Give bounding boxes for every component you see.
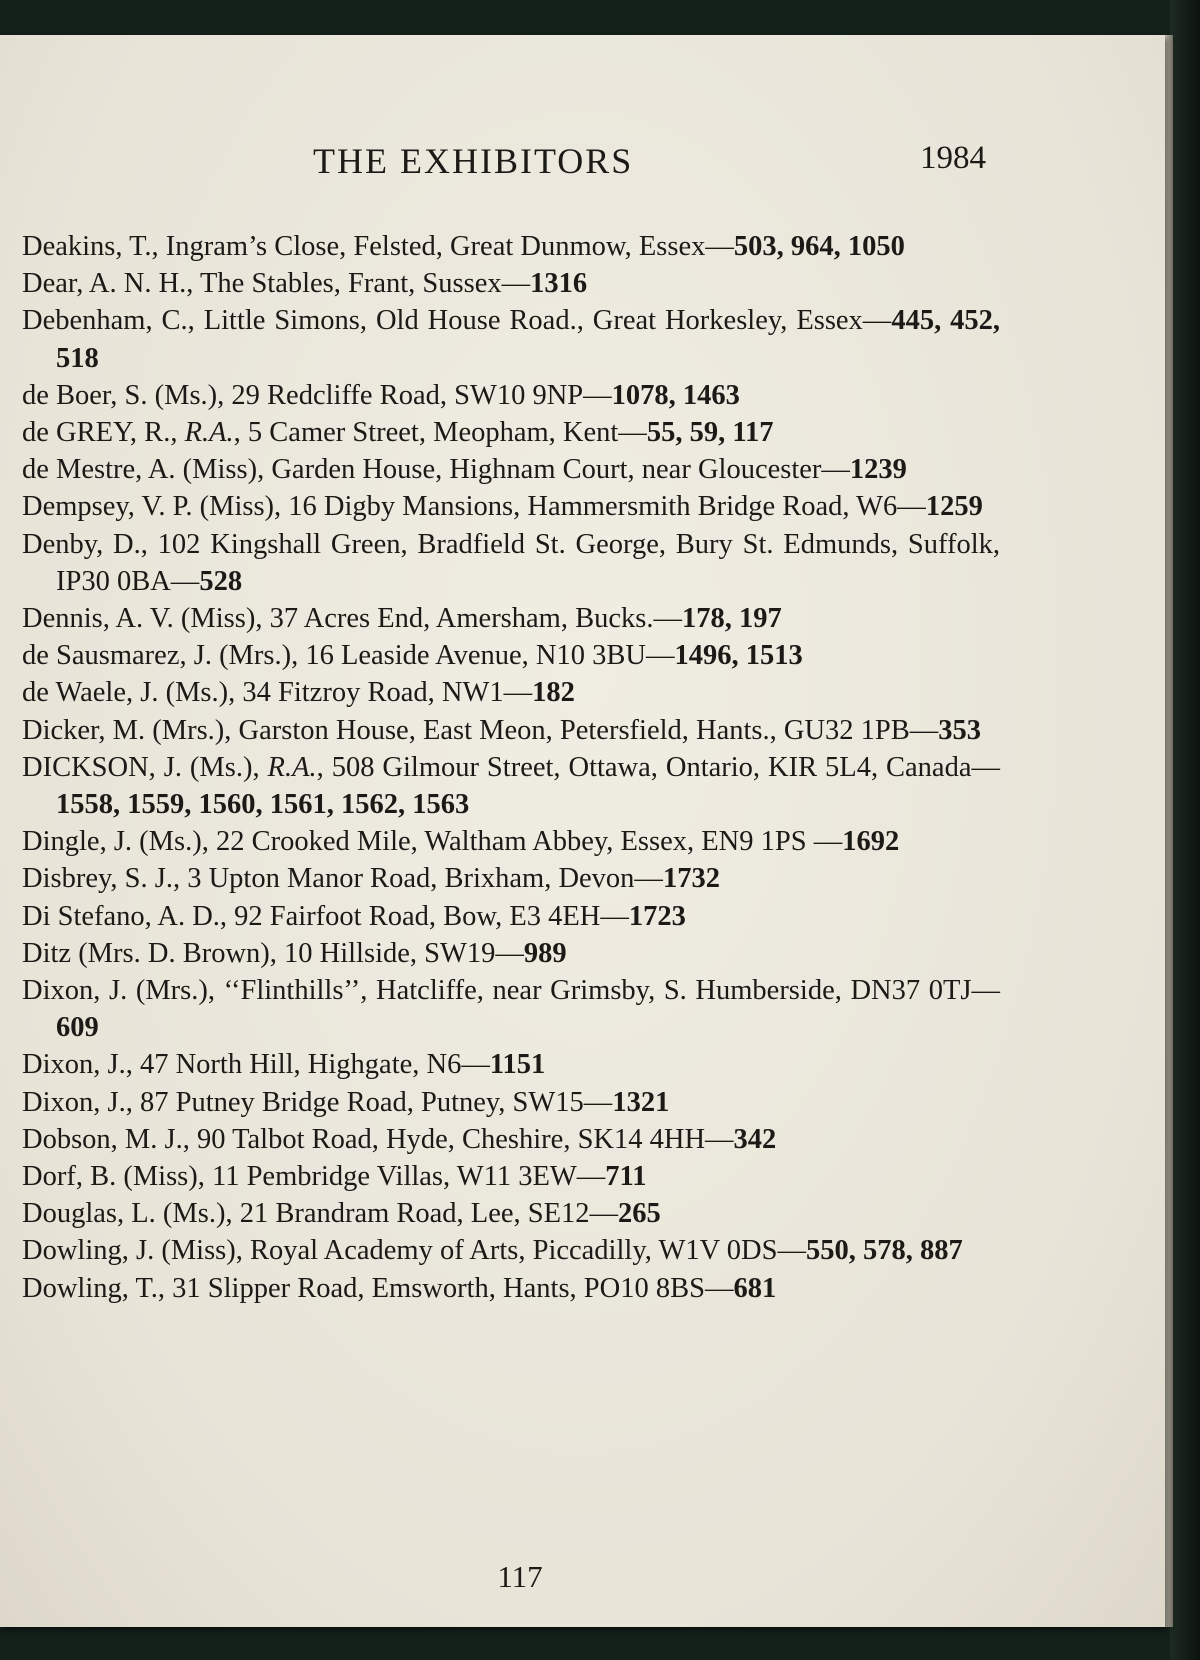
running-title: THE EXHIBITORS bbox=[313, 141, 634, 181]
exhibitor-entry bbox=[22, 377, 1000, 414]
exhibitor-entry bbox=[22, 935, 1000, 972]
exhibitor-entry bbox=[22, 451, 1000, 488]
catalogue-numbers: 182 bbox=[532, 677, 575, 709]
catalogue-numbers: 1723 bbox=[628, 900, 686, 932]
exhibitor-entry bbox=[22, 1158, 1000, 1195]
exhibitor-entry bbox=[22, 712, 1000, 749]
catalogue-numbers: 1316 bbox=[530, 268, 588, 300]
catalogue-numbers: 1558, 1559, 1560, 1561, 1562, 1563 bbox=[56, 789, 470, 821]
catalogue-numbers: 550, 578, 887 bbox=[805, 1235, 963, 1267]
exhibitor-name-address: de Waele, J. (Ms.), 34 Fitzroy Road, NW1— bbox=[22, 677, 533, 709]
exhibitor-entry bbox=[22, 749, 1000, 823]
exhibitor-name-address: de Boer, S. (Ms.), 29 Redcliffe Road, SW10 9NP— bbox=[22, 379, 612, 411]
exhibitor-name-address: Dingle, J. (Ms.), 22 Crooked Mile, Waltham Abbey, Essex, EN9 1PS — bbox=[22, 826, 843, 858]
exhibitor-name-address: Dear, A. N. H., The Stables, Frant, Sussex— bbox=[22, 268, 531, 300]
exhibitor-list bbox=[22, 228, 1000, 1307]
exhibitor-address: , 508 Gilmour Street, Ottawa, Ontario, KIR 5L4, Canada— bbox=[316, 751, 1000, 783]
catalogue-numbers: 178, 197 bbox=[681, 603, 782, 635]
exhibitor-name-address: de Sausmarez, J. (Mrs.), 16 Leaside Avenue, N10 3BU— bbox=[22, 640, 675, 672]
exhibitor-entry bbox=[22, 637, 1000, 674]
exhibitor-entry bbox=[22, 228, 1000, 265]
academic-honour: R.A. bbox=[184, 417, 234, 449]
exhibitor-entry bbox=[22, 674, 1000, 711]
catalogue-numbers: 503, 964, 1050 bbox=[733, 231, 905, 262]
catalogue-numbers: 681 bbox=[733, 1272, 777, 1304]
exhibitor-entry bbox=[22, 600, 1000, 637]
exhibitor-name-address: de Mestre, A. (Miss), Garden House, Highnam Court, near Gloucester— bbox=[22, 454, 850, 486]
catalogue-numbers: 1496, 1513 bbox=[674, 640, 803, 672]
catalogue-numbers: 1151 bbox=[489, 1049, 546, 1081]
catalogue-numbers: 609 bbox=[56, 1012, 99, 1044]
book-page bbox=[0, 35, 1165, 1627]
catalogue-numbers: 353 bbox=[938, 714, 982, 746]
exhibitor-entry bbox=[22, 526, 1000, 600]
exhibitor-name-address: Denby, D., 102 Kingshall Green, Bradfield St. George, Bury St. Edmunds, Suffolk, IP30 0BA— bbox=[22, 528, 1000, 597]
exhibitor-name-address: Douglas, L. (Ms.), 21 Brandram Road, Lee, SE12— bbox=[22, 1198, 619, 1230]
exhibitor-name-address: Dixon, J., 47 North Hill, Highgate, N6— bbox=[22, 1049, 490, 1081]
catalogue-numbers: 528 bbox=[199, 565, 243, 597]
exhibitor-address: , 5 Camer Street, Meopham, Kent— bbox=[233, 417, 647, 449]
running-year: 1984 bbox=[920, 140, 986, 176]
exhibitor-name-address: de GREY, R., bbox=[22, 417, 185, 449]
exhibitor-entry bbox=[22, 1084, 1000, 1121]
exhibitor-entry bbox=[22, 1121, 1000, 1158]
catalogue-numbers: 1732 bbox=[662, 863, 720, 895]
exhibitor-name-address: Dixon, J., 87 Putney Bridge Road, Putney, SW15— bbox=[22, 1086, 613, 1118]
catalogue-numbers: 1239 bbox=[849, 454, 907, 486]
exhibitor-entry bbox=[22, 302, 1000, 376]
catalogue-numbers: 1692 bbox=[842, 826, 900, 858]
exhibitor-entry bbox=[22, 414, 1000, 451]
exhibitor-entry bbox=[22, 972, 1000, 1046]
catalogue-numbers: 1259 bbox=[925, 491, 983, 523]
page-number: 117 bbox=[497, 1559, 543, 1594]
exhibitor-name-address: Debenham, C., Little Simons, Old House Road., Great Horkesley, Essex— bbox=[22, 305, 892, 337]
exhibitor-entry bbox=[22, 860, 1000, 897]
exhibitor-name-address: Dixon, J. (Mrs.), ‘‘Flinthills’’, Hatcliffe, near Grimsby, S. Humberside, DN37 0TJ— bbox=[22, 975, 1000, 1007]
exhibitor-entry bbox=[22, 265, 1000, 302]
catalogue-numbers: 342 bbox=[733, 1123, 777, 1155]
exhibitor-name-address: DICKSON, J. (Ms.), bbox=[22, 751, 268, 783]
exhibitor-entry bbox=[22, 1270, 1000, 1307]
catalogue-numbers: 989 bbox=[523, 937, 567, 969]
exhibitor-entry bbox=[22, 488, 1000, 525]
catalogue-numbers: 265 bbox=[618, 1198, 661, 1230]
page-edge bbox=[1165, 35, 1173, 1627]
exhibitor-name-address: Disbrey, S. J., 3 Upton Manor Road, Brixham, Devon— bbox=[22, 863, 663, 895]
catalogue-numbers: 1321 bbox=[612, 1086, 670, 1118]
exhibitor-name-address: Dorf, B. (Miss), 11 Pembridge Villas, W11 3EW— bbox=[22, 1161, 606, 1193]
exhibitor-name-address: Ditz (Mrs. D. Brown), 10 Hillside, SW19— bbox=[22, 937, 524, 969]
running-header bbox=[0, 140, 1165, 190]
academic-honour: R.A. bbox=[267, 751, 317, 783]
exhibitor-entry bbox=[22, 823, 1000, 860]
catalogue-numbers: 711 bbox=[605, 1161, 647, 1193]
exhibitor-name-address: Dennis, A. V. (Miss), 37 Acres End, Amersham, Bucks.— bbox=[22, 603, 682, 635]
exhibitor-entry bbox=[22, 1046, 1000, 1083]
exhibitor-name-address: Deakins, T., Ingram’s Close, Felsted, Great Dunmow, Essex— bbox=[22, 231, 734, 262]
exhibitor-entry bbox=[22, 898, 1000, 935]
catalogue-numbers: 55, 59, 117 bbox=[646, 417, 774, 449]
book-cover-edge bbox=[1170, 0, 1200, 1660]
exhibitor-name-address: Di Stefano, A. D., 92 Fairfoot Road, Bow, E3 4EH— bbox=[22, 900, 629, 932]
exhibitor-entry bbox=[22, 1195, 1000, 1232]
catalogue-numbers: 1078, 1463 bbox=[611, 379, 740, 411]
exhibitor-name-address: Dobson, M. J., 90 Talbot Road, Hyde, Cheshire, SK14 4HH— bbox=[22, 1123, 734, 1155]
exhibitor-name-address: Dowling, J. (Miss), Royal Academy of Arts, Piccadilly, W1V 0DS— bbox=[22, 1235, 806, 1267]
exhibitor-name-address: Dowling, T., 31 Slipper Road, Emsworth, Hants, PO10 8BS— bbox=[22, 1272, 734, 1304]
catalogue-numbers: 445, 452, 518 bbox=[56, 305, 1000, 374]
exhibitor-name-address: Dempsey, V. P. (Miss), 16 Digby Mansions, Hammersmith Bridge Road, W6— bbox=[22, 491, 926, 523]
exhibitor-entry bbox=[22, 1232, 1000, 1269]
exhibitor-name-address: Dicker, M. (Mrs.), Garston House, East Meon, Petersfield, Hants., GU32 1PB— bbox=[22, 714, 939, 746]
